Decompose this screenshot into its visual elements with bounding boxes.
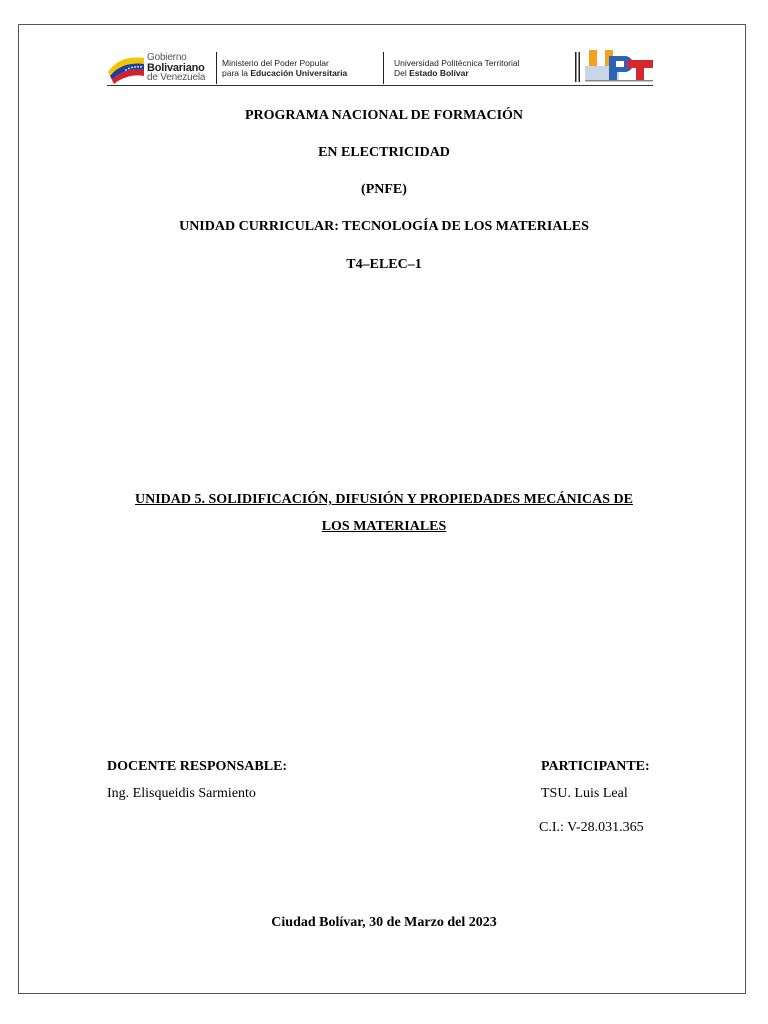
gob-line3: de Venezuela [147,72,206,83]
pnfe-title: (PNFE) [361,182,407,197]
place-date: Ciudad Bolívar, 30 de Marzo del 2023 [271,915,497,930]
upt-logo [575,46,657,84]
participante-heading: PARTICIPANTE: [541,759,650,774]
participante-name: TSU. Luis Leal [541,786,628,801]
ministerio-text [222,58,347,78]
header-rule [107,85,653,86]
programa-title: PROGRAMA NACIONAL DE FORMACIÓN [244,108,524,123]
uni-line1: Universidad Politécnica Territorial [394,58,520,68]
docente-heading: DOCENTE RESPONSABLE: [107,759,288,774]
participante-ci: C.I.: V-28.031.365 [539,820,644,835]
unit-title-line1: UNIDAD 5. SOLIDIFICACIÓN, DIFUSIÓN Y PROPIEDADES MECÁNICAS DE [135,492,633,507]
docente-block [107,758,287,803]
header-separator [383,52,384,84]
header-separator [216,52,217,84]
ministerio-line1: Ministerio del Poder Popular [222,58,329,68]
ministerio-line2: para la Educación Universitaria [222,68,348,78]
electricidad-title: EN ELECTRICIDAD [318,145,450,160]
uni-line2: Del Estado Bolívar [394,68,469,78]
participante-block [541,758,650,837]
seccion-title: T4–ELEC–1 [346,257,422,272]
gob-line2: Bolivariano [147,62,205,74]
gobierno-text [147,53,205,83]
unidad-curricular-title: UNIDAD CURRICULAR: TECNOLOGÍA DE LOS MATERIALES [179,219,589,234]
gob-line1: Gobierno [147,52,187,63]
docente-name: Ing. Elisqueidis Sarmiento [107,786,256,801]
unit-title [100,486,668,540]
universidad-text [394,58,520,78]
unit-title-line2: LOS MATERIALES [321,519,447,534]
